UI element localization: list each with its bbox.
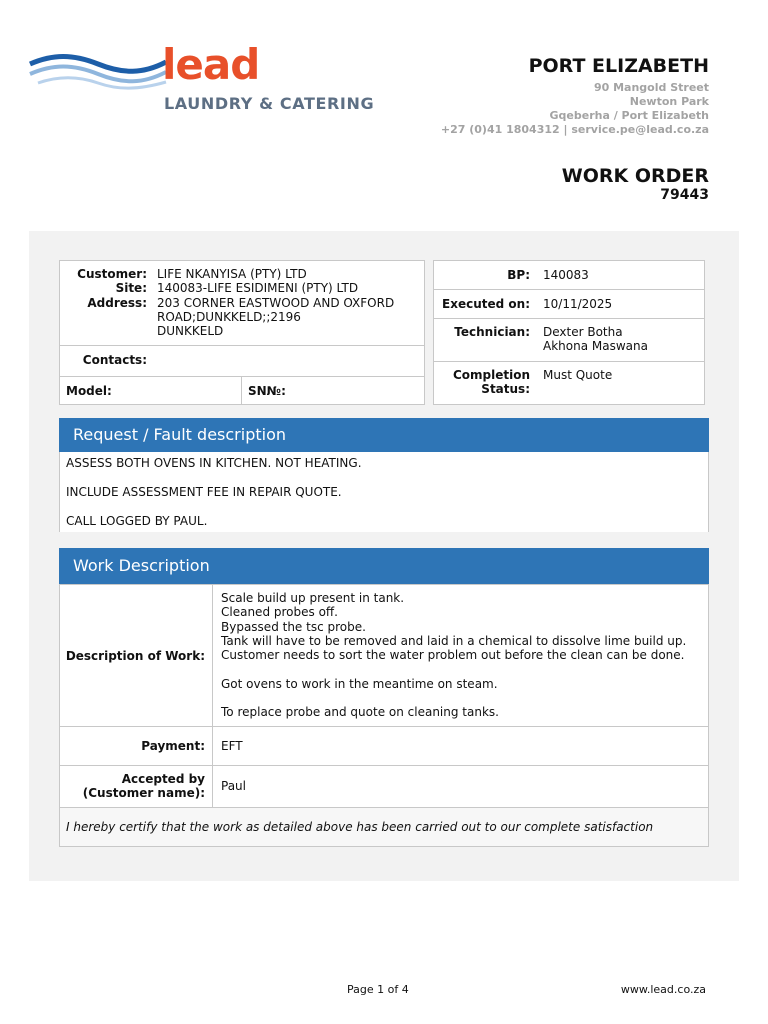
technician-row [434,319,704,362]
fault-line-2: INCLUDE ASSESSMENT FEE IN REPAIR QUOTE. [66,485,342,499]
certify-row [60,808,708,846]
address-label: Address: [87,296,147,310]
description-label: Description of Work: [65,649,205,663]
job-info-box [433,260,705,405]
footer-website: www.lead.co.za [620,983,706,996]
wave-icon [28,52,168,92]
work-order-number: 79443 [660,187,709,203]
description-divider [212,585,213,726]
accepted-row [60,766,708,808]
customer-row [60,261,424,346]
address-line-3: DUNKKELD [157,324,224,338]
description-line-6: Got ovens to work in the meantime on steam. [221,677,498,691]
page-number: Page 1 of 4 [347,983,409,996]
branch-suburb: Newton Park [629,95,709,108]
work-order-heading [562,165,709,203]
branch-contact: +27 (0)41 1804312 | service.pe@lead.co.za [440,123,709,136]
completion-label-2: Status: [481,382,530,396]
fault-heading: Request / Fault description [59,418,709,452]
model-label: Model: [66,384,112,398]
branch-city: Gqeberha / Port Elizabeth [549,109,709,122]
model-divider [241,377,242,405]
payment-divider [212,727,213,765]
customer-value: LIFE NKANYISA (PTY) LTD [157,267,307,281]
technician-2: Akhona Maswana [543,339,648,353]
description-line-4: Tank will have to be removed and laid in a chemical to dissolve lime build up. [221,634,687,648]
accepted-label-2: (Customer name): [82,786,205,800]
logo-brand: lead [162,40,260,89]
accepted-label-1: Accepted by [121,772,205,786]
work-table [59,584,709,847]
technician-1: Dexter Botha [543,325,623,339]
executed-value: 10/11/2025 [543,297,613,311]
certify-text: I hereby certify that the work as detailed above has been carried out to our complete satisfaction [66,820,654,834]
bp-label: BP: [507,268,530,282]
work-order-title: WORK ORDER [561,165,709,187]
customer-label: Customer: [77,267,147,281]
site-label: Site: [115,281,147,295]
completion-value: Must Quote [543,368,613,382]
fault-line-3: CALL LOGGED BY PAUL. [66,514,208,528]
technician-label: Technician: [454,325,530,339]
accepted-value: Paul [221,779,246,793]
work-heading: Work Description [59,548,709,584]
fault-line-1: ASSESS BOTH OVENS IN KITCHEN. NOT HEATING. [66,456,362,470]
site-value: 140083-LIFE ESIDIMENI (PTY) LTD [157,281,359,295]
bp-row [434,261,704,290]
payment-row [60,727,708,766]
completion-label-1: Completion [452,368,530,382]
payment-value: EFT [221,739,243,753]
description-line-5: Customer needs to sort the water problem out before the clean can be done. [221,648,685,662]
contacts-label: Contacts: [82,353,147,367]
description-row [60,585,708,727]
contacts-row [60,346,424,377]
customer-info-box [59,260,425,405]
accepted-divider [212,766,213,807]
description-line-3: Bypassed the tsc probe. [221,620,366,634]
fault-body [59,452,709,532]
description-line-2: Cleaned probes off. [221,605,338,619]
description-line-1: Scale build up present in tank. [221,591,405,605]
address-line-1: 203 CORNER EASTWOOD AND OXFORD [157,296,395,310]
branch-name: PORT ELIZABETH [528,55,709,77]
description-line-7: To replace probe and quote on cleaning tanks. [221,705,499,719]
address-line-2: ROAD;DUNKKELD;;2196 [157,310,301,324]
payment-label: Payment: [141,739,205,753]
sn-label: SN№: [248,384,286,398]
logo-tagline: LAUNDRY & CATERING [164,94,375,113]
bp-value: 140083 [543,268,589,282]
completion-row [434,362,704,405]
company-logo [28,40,384,116]
executed-row [434,290,704,319]
branch-block [441,55,709,137]
executed-label: Executed on: [442,297,530,311]
model-row [60,377,424,405]
branch-street: 90 Mangold Street [593,81,709,94]
